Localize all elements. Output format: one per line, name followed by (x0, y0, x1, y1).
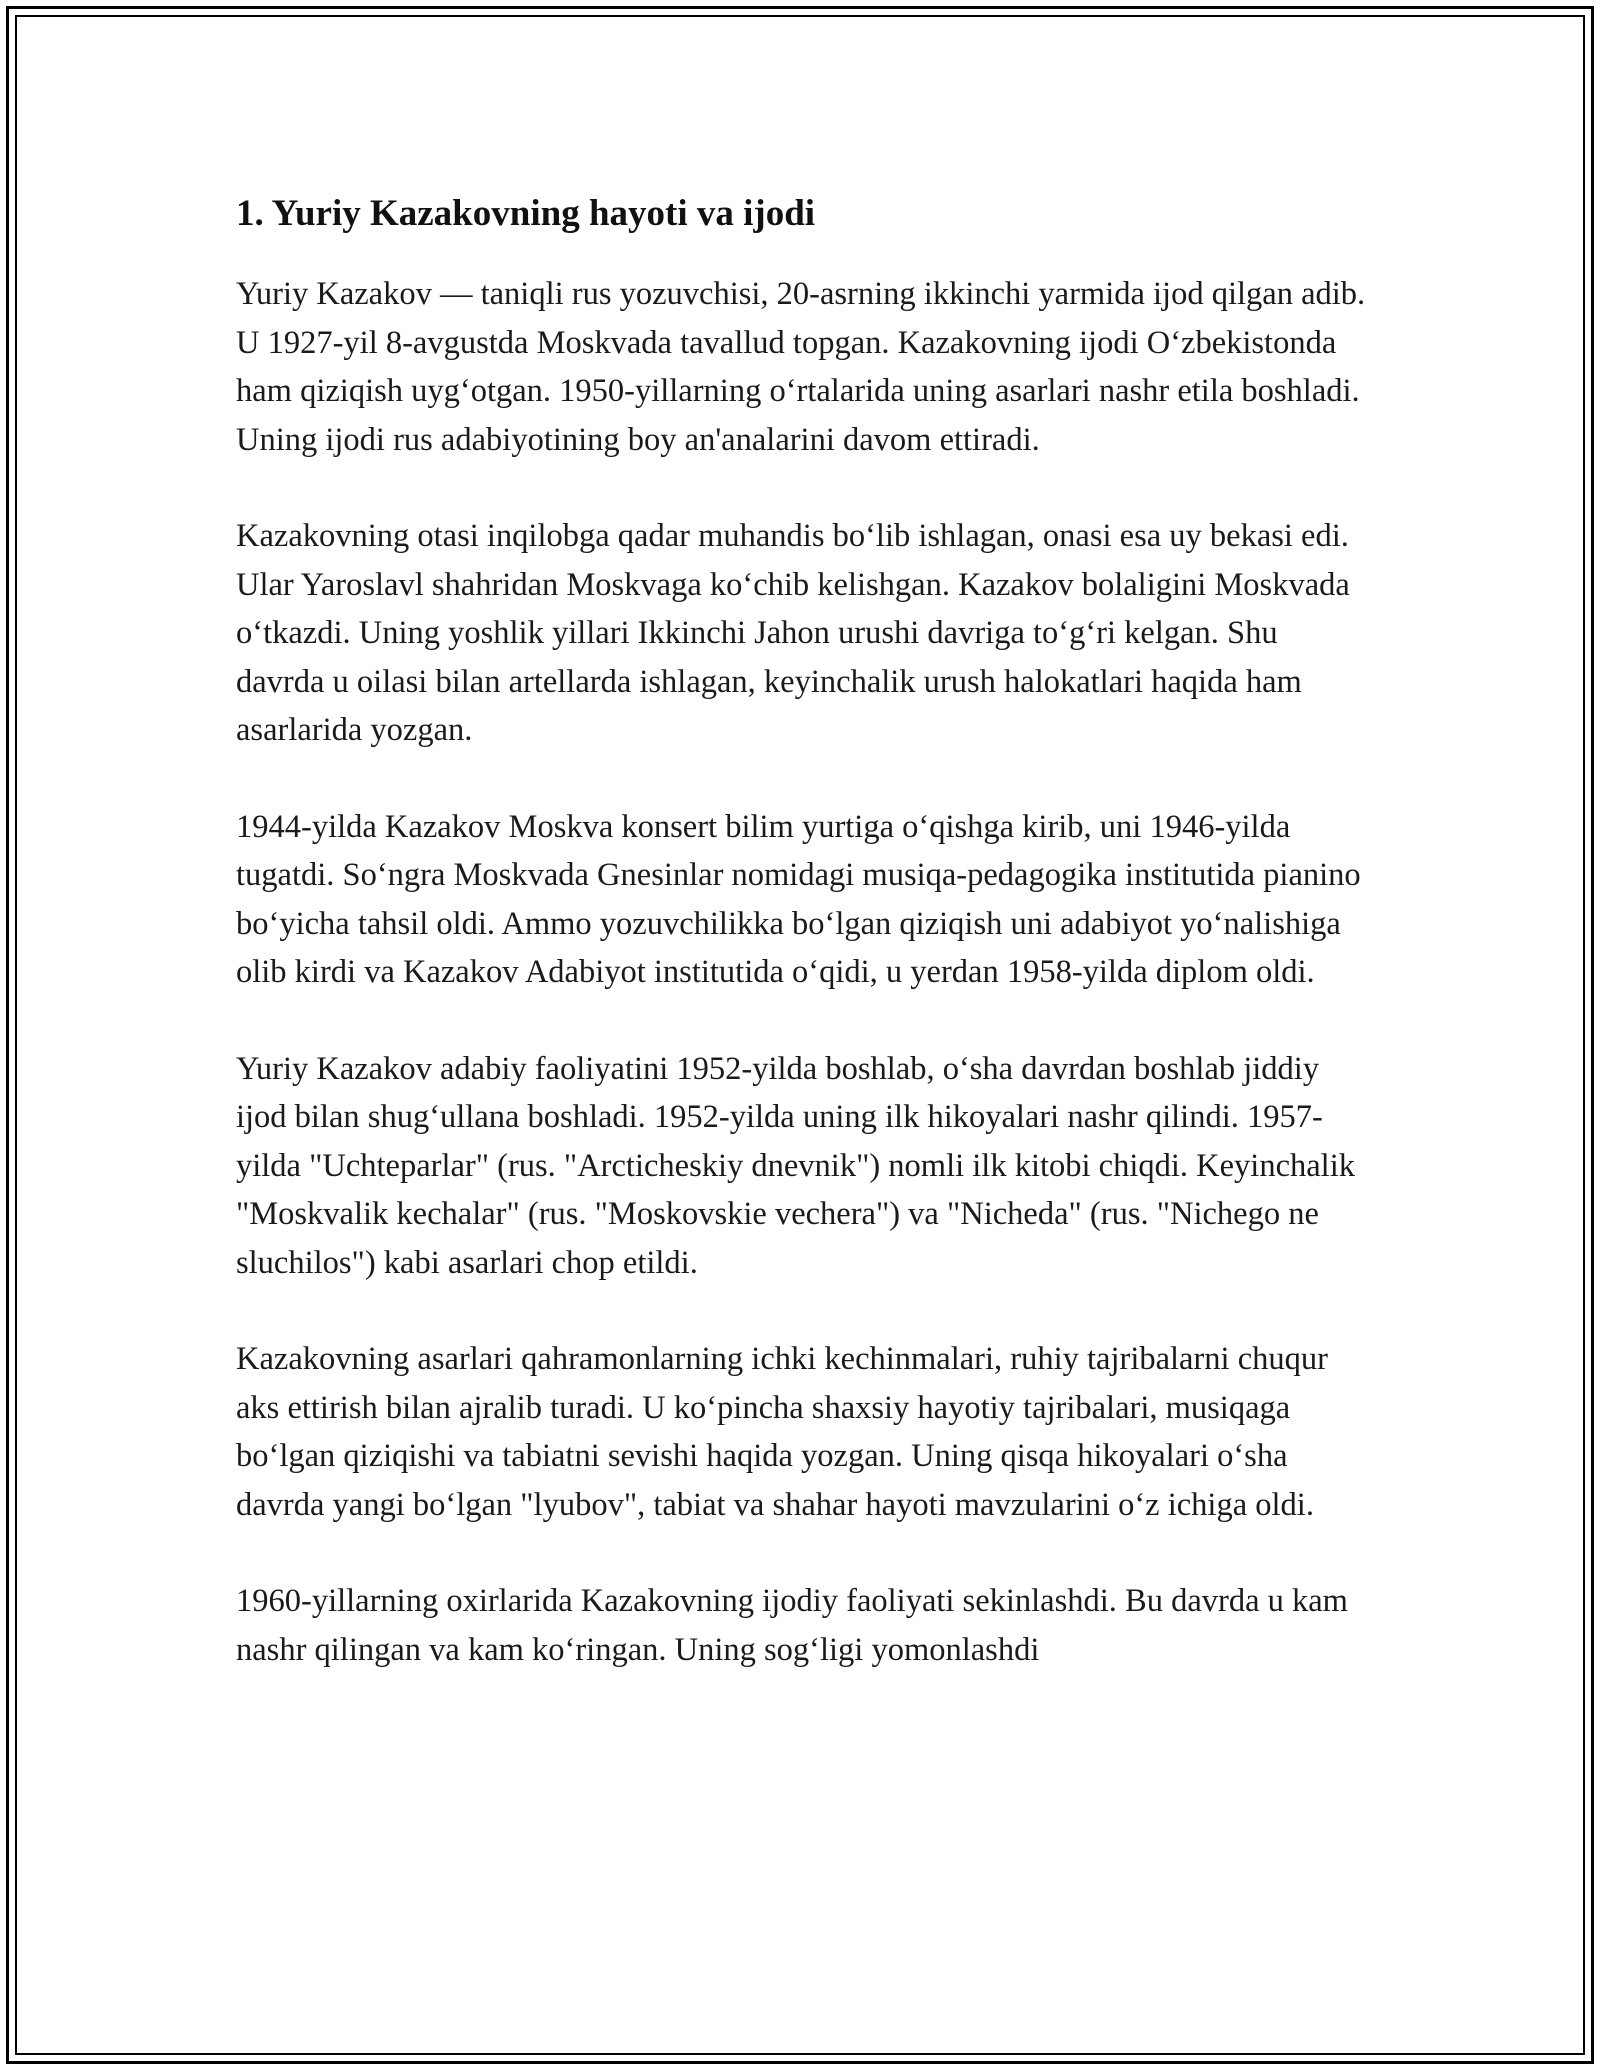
paragraph-5: Kazakovning asarlari qahramonlarning ichki kechinmalari, ruhiy tajribalarni chuqur aks ettirish bilan ajralib turadi. U ko‘pincha shaxsiy hayotiy tajribalari, musiqaga bo‘lgan qiziqishi va tabiatni sevishi haqida yozgan. Uning qisqa hikoyalari o‘sha davrda yangi bo‘lgan "lyubov", tabiat va shahar hayoti mavzularini o‘z ichiga oldi. (236, 1341, 1328, 1523)
paragraph-2: Kazakovning otasi inqilobga qadar muhandis bo‘lib ishlagan, onasi esa uy bekasi edi. Ular Yaroslavl shahridan Moskvaga ko‘chib kelishgan. Kazakov bolaligini Moskvada o‘tkazdi. Uning yoshlik yillari Ikkinchi Jahon urushi davriga to‘g‘ri kelgan. Shu davrda u oilasi bilan artellarda ishlagan, keyinchalik urush halokatlari haqida ham asarlarida yozgan. (236, 518, 1350, 748)
paragraph-1: Yuriy Kazakov — taniqli rus yozuvchisi, 20-asrning ikkinchi yarmida ijod qilgan adib. U 1927-yil 8-avgustda Moskvada tavallud topgan. Kazakovning ijodi O‘zbekistonda ham qiziqish uyg‘otgan. 1950-yillarning o‘rtalarida uning asarlari nashr etila boshladi. Uning ijodi rus adabiyotining boy an'analarini davom ettiradi. (236, 276, 1366, 458)
paragraph-4: Yuriy Kazakov adabiy faoliyatini 1952-yilda boshlab, o‘sha davrdan boshlab jiddiy ijod bilan shug‘ullana boshladi. 1952-yilda uning ilk hikoyalari nashr qilindi. 1957-yilda "Uchteparlar" (rus. "Arcticheskiy dnevnik") nomli ilk kitobi chiqdi. Keyinchalik "Moskvalik kechalar" (rus. "Moskovskie vechera") va "Nicheda" (rus. "Nichego ne sluchilos") kabi asarlari chop etildi. (236, 1050, 1355, 1281)
document-body (236, 188, 1372, 1722)
paragraph-6: 1960-yillarning oxirlarida Kazakovning ijodiy faoliyati sekinlashdi. Bu davrda u kam nashr qilingan va kam ko‘ringan. Uning sog‘ligi yomonlashdi (236, 1583, 1348, 1668)
paragraph-3: 1944-yilda Kazakov Moskva konsert bilim yurtiga o‘qishga kirib, uni 1946-yilda tugatdi. So‘ngra Moskvada Gnesinlar nomidagi musiqa-pedagogika institutida pianino bo‘yicha tahsil oldi. Ammo yozuvchilikka bo‘lgan qiziqish uni adabiyot yo‘nalishiga olib kirdi va Kazakov Adabiyot institutida o‘qidi, u yerdan 1958-yilda diplom oldi. (236, 808, 1361, 990)
section-heading: 1. Yuriy Kazakovning hayoti va ijodi (236, 193, 816, 234)
